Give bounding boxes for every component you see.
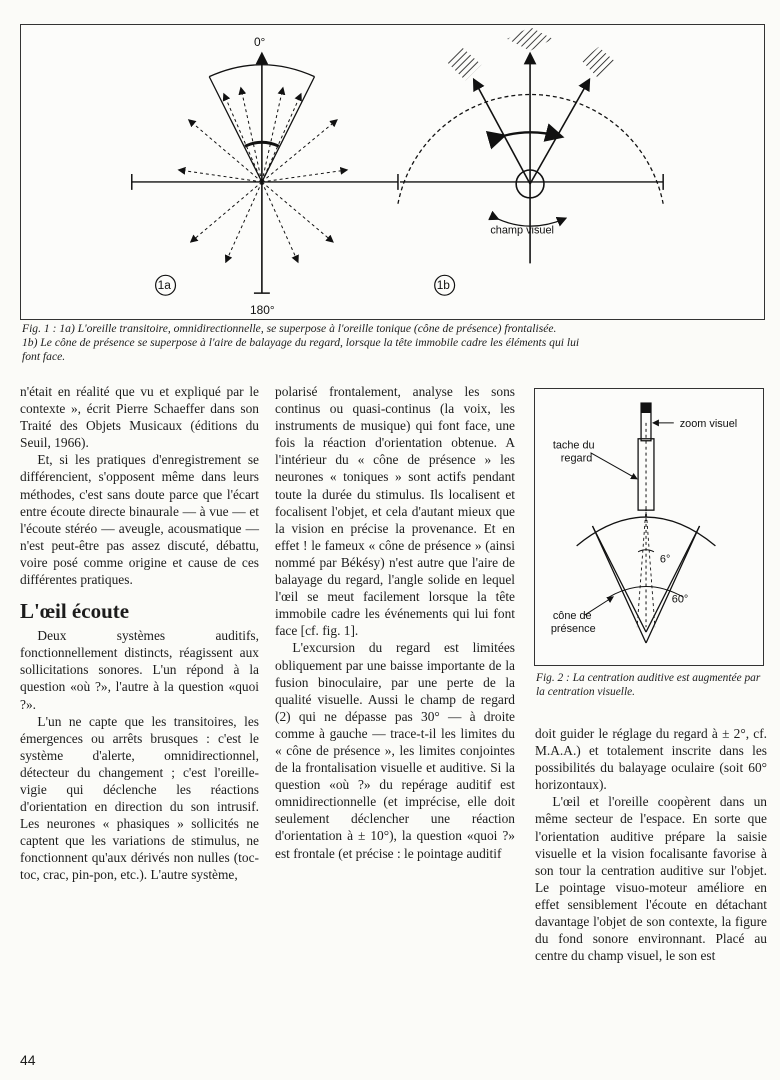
label-tache-du: tache du [552,439,595,452]
figure-2 [534,388,764,666]
paragraph-quote: n'était en réalité que vu et expliqué par le contexte », écrit Pierre Schaeffer dans son Traité des Objets Musicaux (éditions du Seuil, 1966). [20,384,259,451]
paragraph: L'un ne capte que les transitoires, les émergences ou arrêts brusques : c'est le système d'alerte, omnidirectionnel, détecteur du changement ; c'est l'oreille-vigie qui déclenche les réactions d'orientation en direction du son intrusif. Les neurones « phasiques » sollicités ne captent que les variations de stimulus, ne fonctionnent qu'aux dérivés non nulles (toc-toc, crac, pin-pon, etc.). L'autre système, [20,713,259,883]
label-zoom-visuel: zoom visuel [679,417,738,430]
figure-2-caption: Fig. 2 : La centration auditive est augmentée par la centration visuelle. [536,672,761,698]
page-number: 44 [20,1052,36,1068]
label-1b: 1b [436,278,450,293]
label-presence: présence [550,623,596,636]
diagram-1b [398,27,663,295]
figure-1 [20,24,765,320]
section-heading: L'œil écoute [20,599,130,624]
paragraph: L'œil et l'oreille coopèrent dans un même secteur de l'espace. En sorte que l'orientation auditive prépare la saisie visuelle et la vision focalisante favorise à son tour la centration auditive sur l'objet. Le pointage visuo-moteur améliore en effet sensiblement l'écoute en détachant davantage l'objet de son contexte, la figure du fond sonore environnant. Placé au centre du champ visuel, le son est [535,794,767,964]
label-0-deg: 0° [253,34,266,49]
paragraph: Deux systèmes auditifs, fonctionnellement distincts, réagissent aux sollicitations sonores. L'un répond à la question «où ?», l'autre à la question «quoi ?». [20,628,259,712]
caption-line-2: 1b) Le cône de présence se superpose à l'aire de balayage du regard, lorsque la tête immobile cadre les éléments qui lui [22,335,580,349]
figure-2-diagram [535,389,763,665]
column-middle [275,383,515,862]
paragraph: doit guider le réglage du regard à ± 2°, cf. M.A.A.) et totalement inscrite dans les possibilités du balayage oculaire (soit 60° horizontaux). [535,726,767,793]
label-180-deg: 180° [249,303,275,318]
column-right [535,725,767,964]
caption-line-1: Fig. 1 : 1a) L'oreille transitoire, omnidirectionnelle, se superpose à l'oreille tonique (cône de présence) frontalisée. [22,322,557,335]
diagram-1a [132,35,398,317]
figure-1-diagram [21,25,764,319]
label-champ-visuel: champ visuel [490,224,554,237]
paragraph: polarisé frontalement, analyse les sons continus ou quasi-continus (la voix, les instruments de musique) qui font face, une fois la réaction d'orientation obtenue. A l'intérieur du « cône de présence » les neurones « toniques » sont actifs pendant toute la durée du stimulus. Ils localisent et focalisent l'objet, et cela d'autant mieux que la vision en précise la provenance. Et en effet ! le fameux « cône de présence » (ainsi nommé par Békésy) n'est autre que l'aire de balayage du regard, l'angle solide en lequel l'œil se meut facilement lorsque la tête immobile cadre les événements qui lui font face [cf. fig. 1]. [275,384,515,639]
label-regard: regard [560,452,593,465]
label-60-deg: 60° [671,593,689,606]
caption-line-3: font face. [22,349,66,363]
label-1a: 1a [157,278,171,293]
paragraph: Et, si les pratiques d'enregistrement se différencient, s'opposent même dans leurs méthodes, c'est sans doute parce que l'écart entre écoute directe binaurale — à vue — et l'écoute stéréo — aveugle, acousmatique — n'est peut-être pas assez discuté, débattu, voire posé comme origine et cause de ces différentes pratiques. [20,452,259,588]
column-left [20,383,259,884]
figure-1-caption [22,322,774,363]
label-6-deg: 6° [659,553,671,566]
label-cone-de: cône de [552,610,592,623]
paragraph: L'excursion du regard est limitées obliquement par une baisse importante de la fusion binoculaire, par une perte de la qualité visuelle. Aussi le champ de regard (2) qui ne dépasse pas 30° — à droite comme à gauche — trace-t-il les limites du « cône de présence », les limites conjointes de la frontalisation visuelle et auditive. Si la question «où ?» du repérage auditif est omnidirectionnelle (et imprécise, elle doit seulement déclencher une réaction d'orientation à ± 10°), la question «quoi ?» est frontale (et précise : le pointage auditif [275,640,515,861]
